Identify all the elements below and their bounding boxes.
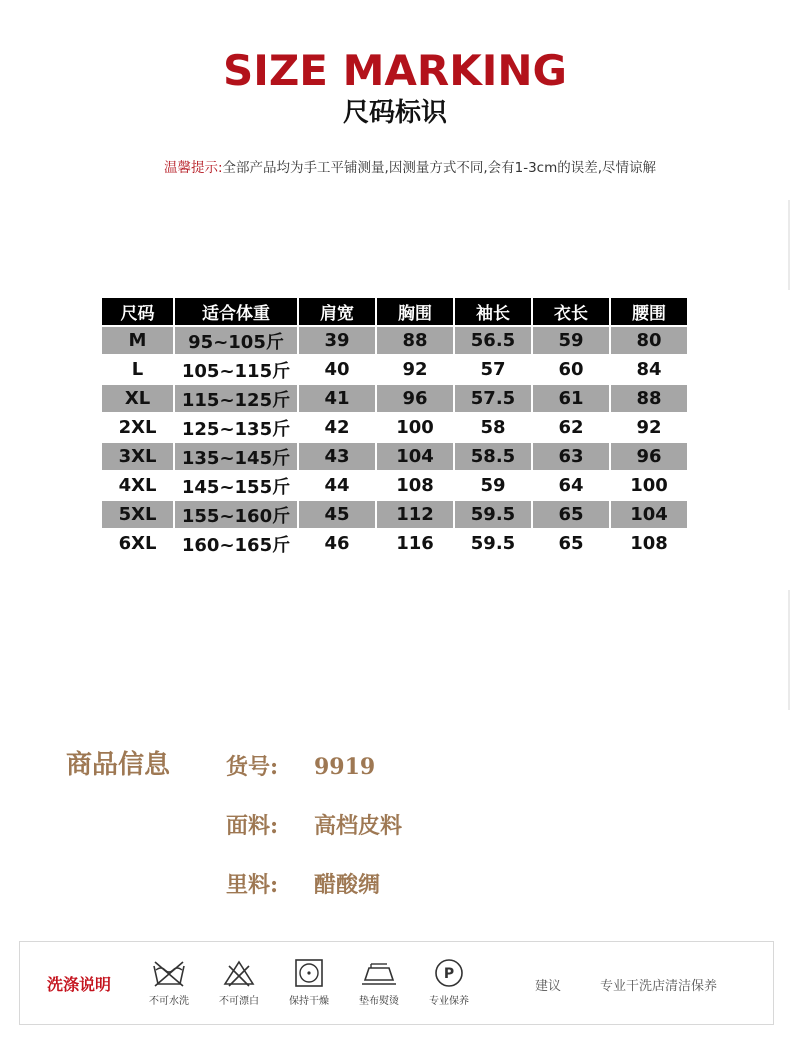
table-cell: 43: [299, 443, 375, 470]
svg-text:P: P: [443, 966, 455, 982]
care-suggest-label: 建议: [535, 979, 562, 994]
table-cell: 108: [377, 472, 453, 499]
size-table: [100, 296, 689, 559]
size-table-header-row: [102, 298, 687, 325]
table-cell: 42: [299, 414, 375, 441]
table-cell: 57.5: [455, 385, 531, 412]
table-cell: 96: [611, 443, 687, 470]
table-cell: 84: [611, 356, 687, 383]
table-cell: 95~105斤: [175, 327, 297, 354]
care-item-keep-dry: [279, 958, 339, 1007]
table-cell: 88: [377, 327, 453, 354]
table-cell: XL: [102, 385, 173, 412]
table-cell: 65: [533, 501, 609, 528]
table-cell: 100: [611, 472, 687, 499]
table-row: [102, 443, 687, 470]
info-value: 9919: [314, 754, 376, 780]
care-item-no-bleach: [209, 958, 269, 1007]
page-title: SIZE MARKING: [222, 46, 568, 95]
table-cell: 96: [377, 385, 453, 412]
table-cell: 59.5: [455, 501, 531, 528]
info-key: 面料:: [226, 813, 279, 839]
table-cell: 59.5: [455, 530, 531, 557]
care-item-no-wash: [139, 958, 199, 1007]
table-cell: 59: [533, 327, 609, 354]
table-cell: 60: [533, 356, 609, 383]
table-cell: 5XL: [102, 501, 173, 528]
table-cell: 80: [611, 327, 687, 354]
info-value: 高档皮料: [314, 813, 403, 839]
table-cell: 104: [377, 443, 453, 470]
table-cell: L: [102, 356, 173, 383]
measurement-notice: [0, 158, 790, 178]
table-cell: 145~155斤: [175, 472, 297, 499]
table-cell: 160~165斤: [175, 530, 297, 557]
table-cell: 92: [377, 356, 453, 383]
table-cell: 88: [611, 385, 687, 412]
info-key: 货号:: [226, 754, 279, 780]
column-header-sleeve: 袖长: [455, 298, 531, 325]
table-cell: 116: [377, 530, 453, 557]
table-cell: 61: [533, 385, 609, 412]
table-row: [102, 501, 687, 528]
table-cell: 58.5: [455, 443, 531, 470]
table-cell: 46: [299, 530, 375, 557]
table-cell: 105~115斤: [175, 356, 297, 383]
table-cell: 56.5: [455, 327, 531, 354]
no-bleach-icon: [221, 958, 257, 988]
table-cell: 64: [533, 472, 609, 499]
care-label: 专业保养: [429, 996, 469, 1007]
table-cell: 2XL: [102, 414, 173, 441]
table-cell: 125~135斤: [175, 414, 297, 441]
care-advice-text: 专业干洗店清洁保养: [600, 979, 718, 994]
care-label: 垫布熨烫: [359, 996, 399, 1007]
care-label: 保持干燥: [289, 996, 329, 1007]
notice-text: 全部产品均为手工平铺测量,因测量方式不同,会有1-3cm的误差,尽情谅解: [222, 160, 657, 176]
care-item-professional-care: [419, 958, 479, 1007]
care-label: 不可漂白: [219, 996, 259, 1007]
info-key: 里料:: [226, 872, 279, 898]
table-cell: 155~160斤: [175, 501, 297, 528]
table-cell: 65: [533, 530, 609, 557]
table-row: [102, 385, 687, 412]
column-header-length: 衣长: [533, 298, 609, 325]
info-value: 醋酸绸: [314, 872, 381, 898]
table-cell: 41: [299, 385, 375, 412]
table-row: [102, 327, 687, 354]
table-cell: 44: [299, 472, 375, 499]
table-cell: 59: [455, 472, 531, 499]
care-item-iron-with-cloth: [349, 958, 409, 1007]
table-cell: 57: [455, 356, 531, 383]
product-info-heading: 商品信息: [66, 750, 171, 780]
page-subtitle: 尺码标识: [342, 98, 447, 128]
table-row: [102, 414, 687, 441]
iron-cloth-icon: [359, 958, 399, 988]
column-header-shoulder: 肩宽: [299, 298, 375, 325]
notice-prefix: 温馨提示:: [163, 160, 223, 176]
table-cell: M: [102, 327, 173, 354]
no-wash-icon: [151, 958, 187, 988]
table-cell: 63: [533, 443, 609, 470]
column-header-size: 尺码: [102, 298, 173, 325]
table-cell: 58: [455, 414, 531, 441]
table-cell: 62: [533, 414, 609, 441]
table-row: [102, 530, 687, 557]
table-cell: 39: [299, 327, 375, 354]
professional-care-icon: [431, 958, 467, 988]
table-cell: 108: [611, 530, 687, 557]
column-header-weight: 适合体重: [175, 298, 297, 325]
table-cell: 40: [299, 356, 375, 383]
product-info-row-fabric: [226, 809, 402, 840]
care-label: 不可水洗: [149, 996, 189, 1007]
table-cell: 115~125斤: [175, 385, 297, 412]
table-cell: 4XL: [102, 472, 173, 499]
column-header-chest: 胸围: [377, 298, 453, 325]
table-cell: 45: [299, 501, 375, 528]
table-cell: 6XL: [102, 530, 173, 557]
product-info-row-item-no: [226, 750, 375, 781]
table-row: [102, 356, 687, 383]
table-cell: 104: [611, 501, 687, 528]
table-cell: 135~145斤: [175, 443, 297, 470]
product-info-row-lining: [226, 868, 380, 899]
care-title: 洗涤说明: [47, 975, 112, 994]
table-cell: 3XL: [102, 443, 173, 470]
care-instructions-panel: [19, 941, 774, 1025]
table-cell: 100: [377, 414, 453, 441]
table-cell: 112: [377, 501, 453, 528]
tumble-dry-icon: [291, 958, 327, 988]
table-cell: 92: [611, 414, 687, 441]
column-header-waist: 腰围: [611, 298, 687, 325]
table-row: [102, 472, 687, 499]
